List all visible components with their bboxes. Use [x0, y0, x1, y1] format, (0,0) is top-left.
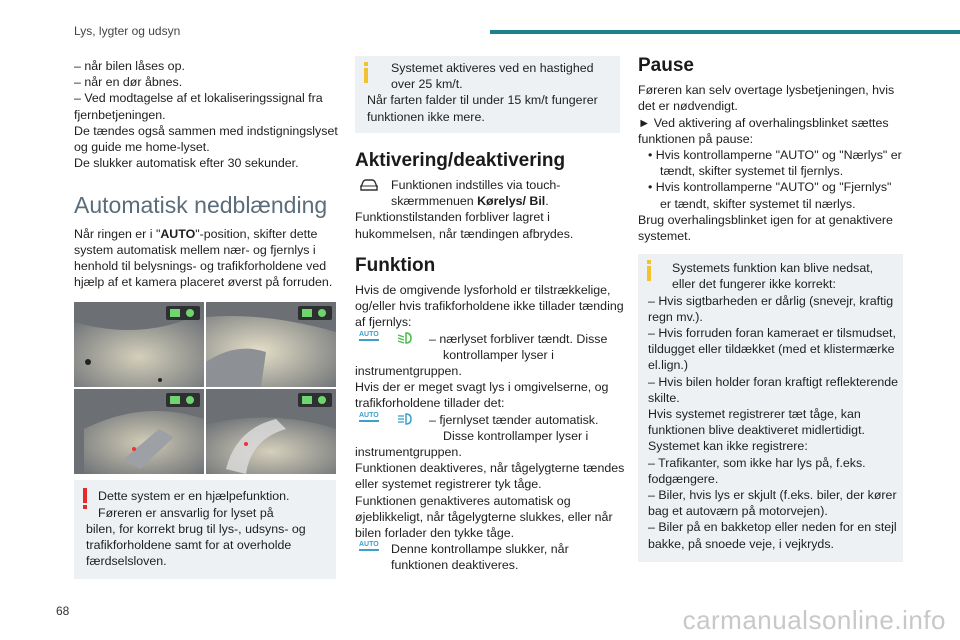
text-line: system automatisk mellem nær- og fjernlys i — [74, 242, 316, 257]
text-line: regn mv.). — [648, 309, 703, 324]
bullet-line: tændt, skifter systemet til fjernlys. — [660, 164, 844, 179]
text-line: funktionen blive deaktiveret midlertidigt. — [648, 423, 865, 438]
info-icon — [363, 62, 369, 88]
auto-label: AUTO — [160, 226, 196, 241]
text-line: og/eller hvis trafikforholdene ikke tillader tænding — [355, 299, 624, 314]
text-line: trafikforholdene samt for at overholde — [86, 538, 292, 553]
text-line: – fjernlyset tænder automatisk. — [429, 412, 599, 427]
text-line: fjernbetjeningen. — [74, 107, 166, 122]
text-line: tildugget eller tildækket (med et klistermærke — [648, 342, 895, 357]
text-line: – når bilen låses op. — [74, 59, 185, 73]
low-beam-indicator-row — [355, 331, 620, 363]
activation-setting — [355, 177, 620, 209]
text-line: – Trafikanter, som ikke har lys på, f.eks. — [648, 455, 866, 470]
high-beam-indicator-row — [355, 412, 620, 444]
auto-lamp-icon-2: AUTO — [359, 412, 379, 422]
high-beam-icon — [397, 413, 413, 429]
text-line: – Biler på en bakketop eller neden for en stejl — [648, 520, 897, 535]
activation-line-2 — [391, 193, 620, 209]
header-accent-bar — [490, 30, 960, 34]
para-pre: Når ringen er i " — [74, 226, 161, 241]
text-line: systemet. — [638, 229, 692, 244]
menu-path: Kørelys/ Bil — [477, 194, 546, 209]
act-line2-pre: skærmmenuen — [391, 194, 478, 209]
bullet-line: • Hvis kontrollamperne "AUTO" og "Nærlys" er — [648, 148, 902, 163]
bullet-line: • Hvis kontrollamperne "AUTO" og "Fjernlys" — [648, 180, 892, 195]
info-text — [367, 60, 614, 125]
text-line: Brug overhalingsblinket igen for at genaktivere — [638, 212, 893, 227]
low-beam-text — [429, 331, 620, 363]
text-line: Føreren er ansvarlig for lyset på — [98, 505, 274, 520]
text-line: funktionen på pause: — [638, 131, 754, 146]
high-beam-text — [429, 412, 620, 444]
limitations-text — [648, 260, 897, 552]
info-box-speed — [355, 56, 620, 133]
function-text-c — [355, 444, 625, 541]
heading-auto-dimming: Automatisk nedblænding — [74, 192, 328, 219]
text-line: funktionen deaktiveres. — [391, 558, 519, 573]
activation-line-1: Funktionen indstilles via touch- — [391, 178, 561, 193]
heading-pause: Pause — [638, 55, 694, 76]
pause-text-b — [638, 212, 903, 244]
text-line: Hvis systemet registrerer tæt tåge, kan — [648, 407, 861, 422]
text-line: skilte. — [648, 390, 680, 405]
text-line: – nærlyset forbliver tændt. Disse — [429, 331, 608, 346]
text-line: – Ved modtagelse af et lokaliseringssignal fra — [74, 91, 323, 106]
text-line: det er nødvendigt. — [638, 99, 738, 114]
watermark: carmanualsonline.info — [682, 605, 946, 635]
text-line: bag et autoværn på motorvejen). — [648, 504, 828, 519]
text-line: trafikforholdene tillader det: — [355, 396, 505, 411]
text-line: fodgængere. — [648, 471, 719, 486]
text-line: af fjernlys: — [355, 315, 412, 330]
text-line: Funktionen deaktiveres, når tågelygterne tændes — [355, 461, 625, 476]
text-line: eller systemet registrerer tyk tåge. — [355, 477, 542, 492]
text-line: færdselsloven. — [86, 554, 167, 569]
illustration-high-beam-clear — [206, 302, 336, 387]
text-line: – Hvis sigtbarheden er dårlig (snevejr, kraftig — [648, 293, 894, 308]
text-line: funktionen ikke mere. — [367, 109, 485, 124]
deactivation-indicator-row — [355, 541, 620, 573]
text-line: hjælp af et kamera placeret øverst på forruden. — [74, 275, 333, 290]
text-line: Denne kontrollampe slukker, når — [391, 542, 569, 557]
function-text-b — [355, 363, 620, 412]
activation-text — [355, 209, 620, 241]
auto-paragraph — [74, 226, 336, 291]
text-line: instrumentgruppen. — [355, 364, 462, 379]
text-line: Systemet kan ikke registrere: — [648, 439, 808, 454]
heading-activation: Aktivering/deaktivering — [355, 149, 566, 171]
text-line: ► Ved aktivering af overhalingsblinket sættes — [638, 115, 889, 130]
text-line: Dette system er en hjælpefunktion. — [98, 489, 290, 504]
text-line: De tændes også sammen med indstigningslyset — [74, 123, 338, 138]
deactivation-text — [391, 541, 620, 573]
auto-lamp-icon-3: AUTO — [359, 541, 379, 551]
column-3 — [638, 56, 903, 562]
car-icon — [359, 179, 379, 195]
warning-icon — [82, 488, 88, 514]
header-section: Lys, lygter og udsyn — [74, 24, 181, 38]
text-line: øjeblikkeligt, når tågelygterne slukkes, eller når — [355, 509, 613, 524]
text-line: hukommelsen, når tændingen afbrydes. — [355, 226, 574, 241]
pause-text — [638, 82, 903, 147]
illustration-car-ahead — [206, 389, 336, 474]
text-line: Disse kontrollamper lyser i — [443, 428, 589, 443]
text-line: Funktionstilstanden forbliver lagret i — [355, 210, 550, 225]
text-line: bilen forlader den tykke tåge. — [355, 526, 515, 541]
column-2 — [355, 56, 625, 574]
text-line: instrumentgruppen. — [355, 445, 462, 460]
info-icon-2 — [646, 260, 652, 286]
para-post: "-position, skifter dette — [195, 226, 318, 241]
function-text-a — [355, 282, 624, 331]
text-line: henhold til belysnings- og trafikforholdene ved — [74, 259, 327, 274]
text-line: Hvis der er meget svagt lys i omgivelserne, og — [355, 380, 609, 395]
low-beam-icon — [397, 332, 413, 348]
text-line: bakke, på snoede veje, i vejkryds. — [648, 536, 834, 551]
info-box-limitations — [638, 254, 903, 562]
act-line2-post: . — [545, 194, 549, 209]
heading-function: Funktion — [355, 254, 436, 276]
auto-paragraph-first-line — [74, 226, 336, 242]
text-line: bilen, for korrekt brug til lys-, udsyns- og — [86, 521, 306, 536]
auto-paragraph-lines — [74, 242, 336, 291]
illustration-oncoming-car — [74, 389, 204, 474]
text-line: over 25 km/t. — [391, 77, 463, 92]
illustration-low-beam-pedestrian — [74, 302, 204, 387]
text-line: eller det fungerer ikke korrekt: — [672, 277, 836, 292]
text-line: – Biler, hvis lys er skjult (f.eks. biler, der kører — [648, 488, 897, 503]
text-line: og guide me home-lyset. — [74, 140, 210, 155]
text-line: – når en dør åbnes. — [74, 75, 183, 90]
text-line: Når farten falder til under 15 km/t fungerer — [367, 93, 598, 108]
text-line: De slukker automatisk efter 30 sekunder. — [74, 156, 299, 171]
text-line: Systemets funktion kan blive nedsat, — [672, 261, 874, 276]
warning-text — [86, 488, 330, 569]
column-1 — [74, 58, 336, 579]
bullet-line: er tændt, skifter systemet til nærlys. — [660, 196, 856, 211]
text-line: Funktionen genaktiveres automatisk og — [355, 493, 571, 508]
warning-box — [74, 480, 336, 579]
text-line: Føreren kan selv overtage lysbetjeningen, hvis — [638, 83, 895, 98]
illustration-grid — [74, 302, 336, 474]
pause-bullets — [638, 147, 903, 212]
intro-text — [74, 58, 336, 171]
text-line: Hvis de omgivende lysforhold er tilstrækkelige, — [355, 283, 611, 298]
text-line: el.lign.) — [648, 358, 688, 373]
text-line: kontrollamper lyser i — [443, 347, 554, 362]
auto-lamp-icon: AUTO — [359, 331, 379, 341]
text-line: Systemet aktiveres ved en hastighed — [391, 61, 594, 75]
page-number: 68 — [56, 604, 70, 618]
text-line: – Hvis forruden foran kameraet er tilsmudset, — [648, 326, 896, 341]
text-line: – Hvis bilen holder foran kraftigt reflekterende — [648, 374, 899, 389]
